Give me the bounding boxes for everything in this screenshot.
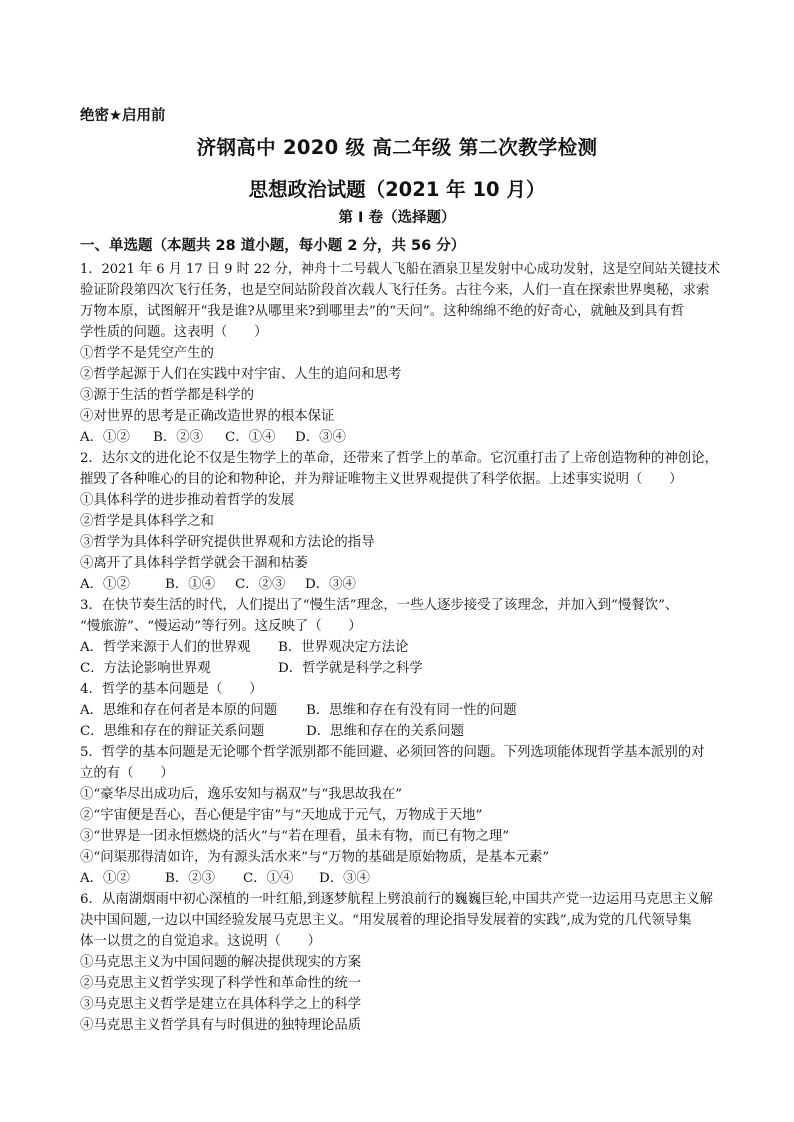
option-a: A．①② (80, 577, 130, 592)
question-stem-line: 1．2021 年 6 月 17 日 9 时 22 分，神舟十二号载人飞船在酒泉卫星发射中心成功发射，这是空间站关键技术 (80, 262, 721, 277)
statement-item: ①马克思主义为中国问题的解决提供现实的方案 (80, 955, 362, 970)
question-2 (80, 448, 720, 595)
option-c: C．方法论影响世界观 (80, 661, 211, 676)
option-d: D．③④ (295, 430, 346, 445)
option-b: B．②③ (153, 430, 204, 445)
statement-item: ③源于生活的哲学都是科学的 (80, 388, 255, 403)
option-b: B．①④ (165, 577, 216, 592)
answer-options (80, 427, 720, 448)
volume-heading: 第 I 卷（选择题） (338, 210, 456, 226)
question-6 (80, 889, 720, 1036)
statement-item: ②马克思主义哲学实现了科学性和革命性的统一 (80, 976, 362, 991)
question-1 (80, 259, 720, 448)
option-d: D．③④ (305, 577, 356, 592)
answer-options-row (80, 637, 720, 658)
question-stem-line: “慢旅游”、“慢运动”等行列。这反映了（ ） (80, 619, 362, 634)
question-stem-line: 决中国问题,一边以中国经验发展马克思主义。“用发展着的理论指导发展着的实践”,成为党的几代领导集 (80, 913, 692, 928)
statement-item: ①“豪华尽出成功后，逸乐安知与祸双”与“我思故我在” (80, 787, 402, 802)
statement-item: ③“世界是一团永恒燃烧的活火”与“若在理看，虽未有物，而已有物之理” (80, 829, 510, 844)
option-b: B．②③ (165, 871, 216, 886)
option-a: A．哲学来源于人们的世界观 (80, 640, 251, 655)
answer-options (80, 868, 720, 889)
statement-item: ①具体科学的进步推动着哲学的发展 (80, 493, 295, 508)
answer-options (80, 574, 720, 595)
option-d: D．思维和存在的关系问题 (306, 724, 465, 739)
statement-item: ④“问渠那得清如许，为有源头活水来”与“万物的基础是原始物质，是基本元素” (80, 850, 550, 865)
question-stem-line: 3．在快节奏生活的时代，人们提出了“慢生活”理念，一些人逐步接受了该理念，并加入到“慢餐饮”、 (80, 598, 679, 613)
option-c: C．①④ (225, 430, 276, 445)
exam-subtitle: 思想政治试题（2021 年 10 月） (248, 178, 546, 201)
question-stem-line: 5．哲学的基本问题是无论哪个哲学派别都不能回避、必须回答的问题。下列选项能体现哲学基本派别的对 (80, 745, 705, 760)
exam-title: 济钢高中 2020 级 高二年级 第二次教学检测 (196, 136, 598, 159)
answer-options-row (80, 721, 720, 742)
question-stem-line: 验证阶段第四次飞行任务，也是空间站阶段首次载人飞行任务。古往今来，人们一直在探索世界奥秘，求索 (80, 283, 710, 298)
option-c: C．①④ (243, 871, 294, 886)
statement-item: ③马克思主义哲学是建立在具体科学之上的科学 (80, 997, 362, 1012)
option-c: C．思维和存在的辩证关系问题 (80, 724, 265, 739)
option-d: D．③④ (319, 871, 370, 886)
statement-item: ④对世界的思考是正确改造世界的根本保证 (80, 409, 335, 424)
section-heading: 一、单选题（本题共 28 道小题，每小题 2 分，共 56 分） (80, 238, 466, 254)
question-stem-line: 6．从南湖烟雨中初心深植的一叶红船,到逐梦航程上劈浪前行的巍巍巨轮,中国共产党一边运用马克思主义解 (80, 892, 713, 907)
statement-item: ④离开了具体科学哲学就会干涸和枯萎 (80, 556, 308, 571)
option-a: A．①② (80, 871, 130, 886)
statement-item: ②“宇宙便是吾心，吾心便是宇宙”与“天地成于元气，万物成于天地” (80, 808, 483, 823)
question-3 (80, 595, 720, 679)
question-stem-line: 体一以贯之的自觉追求。这说明（ ） (80, 934, 322, 949)
option-d: D．哲学就是科学之科学 (278, 661, 423, 676)
confidential-label: 绝密★启用前 (80, 108, 166, 124)
option-a: A．①② (80, 430, 130, 445)
answer-options-row (80, 658, 720, 679)
statement-item: ②哲学是具体科学之和 (80, 514, 214, 529)
answer-options-row (80, 700, 720, 721)
question-stem-line: 立的有（ ） (80, 766, 174, 781)
question-stem-line: 万物本原，试图解开“我是谁?从哪里来?到哪里去”的“天问”。这种绵绵不绝的好奇心，就触及到具有哲 (80, 304, 685, 319)
option-b: B．思维和存在有没有同一性的问题 (306, 703, 517, 718)
question-stem-line: 2．达尔文的进化论不仅是生物学上的革命，还带来了哲学上的革命。它沉重打击了上帝创造物种的神创论， (80, 451, 718, 466)
option-b: B．世界观决定方法论 (278, 640, 409, 655)
statement-item: ①哲学不是凭空产生的 (80, 346, 214, 361)
question-4 (80, 679, 720, 742)
question-stem-line: 学性质的问题。这表明（ ） (80, 325, 268, 340)
question-5 (80, 742, 720, 889)
question-stem-line: 摧毁了各种唯心的目的论和物种论，并为辩证唯物主义世界观提供了科学依据。上述事实说明（ ） (80, 472, 683, 487)
statement-item: ②哲学起源于人们在实践中对宇宙、人生的追问和思考 (80, 367, 402, 382)
statement-item: ④马克思主义哲学具有与时俱进的独特理论品质 (80, 1018, 362, 1033)
option-c: C．②③ (235, 577, 286, 592)
statement-item: ③哲学为具体科学研究提供世界观和方法论的指导 (80, 535, 375, 550)
question-list (80, 259, 720, 1036)
question-stem-line: 4．哲学的基本问题是（ ） (80, 682, 263, 697)
option-a: A．思维和存在何者是本原的问题 (80, 703, 278, 718)
